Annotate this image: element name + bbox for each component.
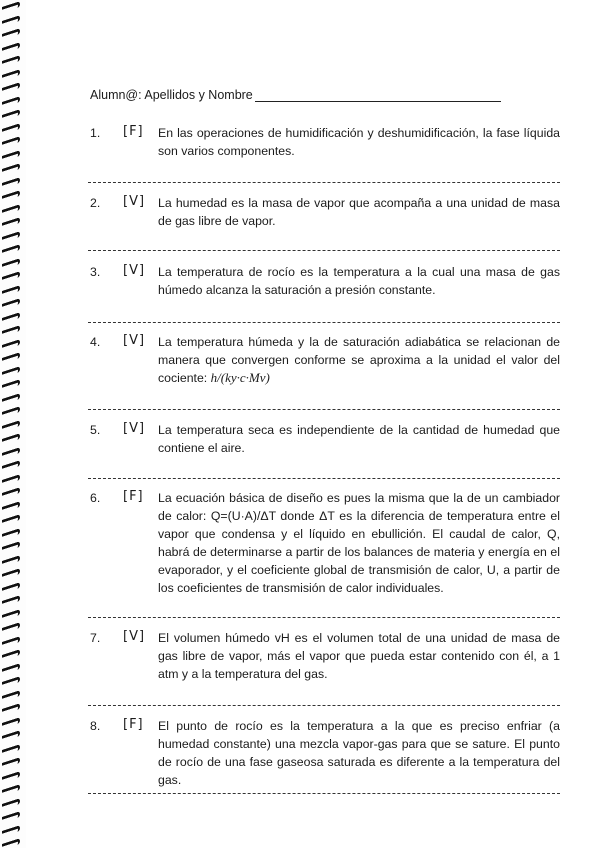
binding-coil <box>2 460 20 472</box>
answer-mark: [F] <box>123 717 144 732</box>
binding-coil <box>2 717 20 729</box>
binding-coil <box>2 649 20 661</box>
binding-coil <box>2 690 20 702</box>
binding-coil <box>2 123 20 135</box>
answer-mark: [V] <box>123 421 146 436</box>
binding-coil <box>2 312 20 324</box>
binding-coil <box>2 217 20 229</box>
question-1 <box>90 124 560 164</box>
binding-coil <box>2 82 20 94</box>
question-6 <box>90 489 560 599</box>
binding-coil <box>2 757 20 769</box>
question-3 <box>90 263 560 303</box>
answer-line <box>88 322 560 323</box>
answer-mark: [V] <box>123 263 146 278</box>
student-name-label: Alumn@: Apellidos y Nombre <box>90 88 253 102</box>
binding-coil <box>2 379 20 391</box>
binding-coil <box>2 352 20 364</box>
answer-line <box>88 409 560 410</box>
question-8 <box>90 717 560 787</box>
binding-coil <box>2 150 20 162</box>
binding-coil <box>2 582 20 594</box>
binding-coil <box>2 487 20 499</box>
binding-coil <box>2 204 20 216</box>
binding-coil <box>2 406 20 418</box>
binding-coil <box>2 325 20 337</box>
answer-line <box>88 705 560 706</box>
question-text: La temperatura húmeda y la de saturación adiabática se relacionan de manera que convergen conforme se aproxima a la unidad el valor del cociente: <box>158 335 560 385</box>
binding-coil <box>2 541 20 553</box>
binding-coil <box>2 595 20 607</box>
binding-coil <box>2 109 20 121</box>
question-number: 4. <box>90 335 101 349</box>
binding-coil <box>2 136 20 148</box>
binding-coil <box>2 420 20 432</box>
question-number: 5. <box>90 423 101 437</box>
student-name-header <box>90 88 501 102</box>
binding-coil <box>2 447 20 459</box>
binding-coil <box>2 15 20 27</box>
question-text: La temperatura de rocío es la temperatura a la cual una masa de gas húmedo alcanza la saturación a presión constante. <box>158 265 560 297</box>
binding-coil <box>2 1 20 13</box>
question-5 <box>90 421 560 461</box>
binding-coil <box>2 366 20 378</box>
binding-coil <box>2 96 20 108</box>
answer-line <box>88 182 560 183</box>
spiral-binding <box>0 0 26 848</box>
binding-coil <box>2 339 20 351</box>
binding-coil <box>2 744 20 756</box>
binding-coil <box>2 663 20 675</box>
binding-coil <box>2 393 20 405</box>
question-number: 8. <box>90 719 101 733</box>
binding-coil <box>2 231 20 243</box>
binding-coil <box>2 190 20 202</box>
binding-coil <box>2 784 20 796</box>
binding-coil <box>2 636 20 648</box>
question-text: La humedad es la masa de vapor que acompaña a una unidad de masa de gas libre de vapor. <box>158 196 560 228</box>
question-7 <box>90 629 560 685</box>
binding-coil <box>2 555 20 567</box>
binding-coil <box>2 514 20 526</box>
answer-mark: [F] <box>123 489 144 504</box>
question-number: 2. <box>90 196 101 210</box>
question-text: El volumen húmedo vH es el volumen total de una unidad de masa de gas libre de vapor, más el vapor que pueda estar contenido con él, a 1 atm y a la temperatura del gas. <box>158 631 560 681</box>
binding-coil <box>2 798 20 810</box>
binding-coil <box>2 28 20 40</box>
binding-coil <box>2 285 20 297</box>
question-2 <box>90 194 560 234</box>
binding-coil <box>2 730 20 742</box>
question-text: El punto de rocío es la temperatura a la que es preciso enfriar (a humedad constante) una mezcla vapor-gas para que se sature. El punto de rocío de una fase gaseosa saturada es diferente a la temperatura del gas. <box>158 719 560 787</box>
question-text: En las operaciones de humidificación y deshumidificación, la fase líquida son varios componentes. <box>158 126 560 158</box>
binding-coil <box>2 528 20 540</box>
question-number: 3. <box>90 265 101 279</box>
binding-coil <box>2 609 20 621</box>
binding-coil <box>2 676 20 688</box>
binding-coil <box>2 42 20 54</box>
answer-line <box>88 617 560 618</box>
binding-coil <box>2 163 20 175</box>
student-name-line <box>255 89 501 102</box>
binding-coil <box>2 703 20 715</box>
binding-coil <box>2 433 20 445</box>
answer-mark: [F] <box>123 124 144 139</box>
answer-mark: [V] <box>123 333 146 348</box>
binding-coil <box>2 811 20 823</box>
binding-coil <box>2 622 20 634</box>
answer-line <box>88 478 560 479</box>
question-formula: h/(ky·c·Mv) <box>210 370 270 385</box>
question-number: 6. <box>90 491 101 505</box>
binding-coil <box>2 501 20 513</box>
question-text-wrap <box>158 333 560 387</box>
answer-line <box>88 250 560 251</box>
question-number: 7. <box>90 631 101 645</box>
binding-coil <box>2 271 20 283</box>
binding-coil <box>2 568 20 580</box>
binding-coil <box>2 298 20 310</box>
binding-coil <box>2 771 20 783</box>
binding-coil <box>2 474 20 486</box>
binding-coil <box>2 825 20 837</box>
binding-coil <box>2 177 20 189</box>
binding-coil <box>2 69 20 81</box>
question-number: 1. <box>90 126 101 140</box>
answer-mark: [V] <box>123 629 146 644</box>
question-text: La ecuación básica de diseño es pues la misma que la de un cambiador de calor: Q=(U·A)/ΔT donde ΔT es la diferencia de temperatura entre el vapor que condensa y el líquido en ebullición. El caudal de calor, Q, habrá de determinarse a partir de los balances de materia y energía en el evaporador, y el coeficiente global de transmisión de calor, U, a partir de los coeficientes de transmisión de calor individuales. <box>158 491 560 595</box>
question-4 <box>90 333 560 389</box>
binding-coil <box>2 244 20 256</box>
question-text: La temperatura seca es independiente de la cantidad de humedad que contiene el aire. <box>158 423 560 455</box>
binding-coil <box>2 55 20 67</box>
answer-mark: [V] <box>123 194 146 209</box>
binding-coil <box>2 258 20 270</box>
binding-coil <box>2 838 20 850</box>
answer-line <box>88 793 560 794</box>
